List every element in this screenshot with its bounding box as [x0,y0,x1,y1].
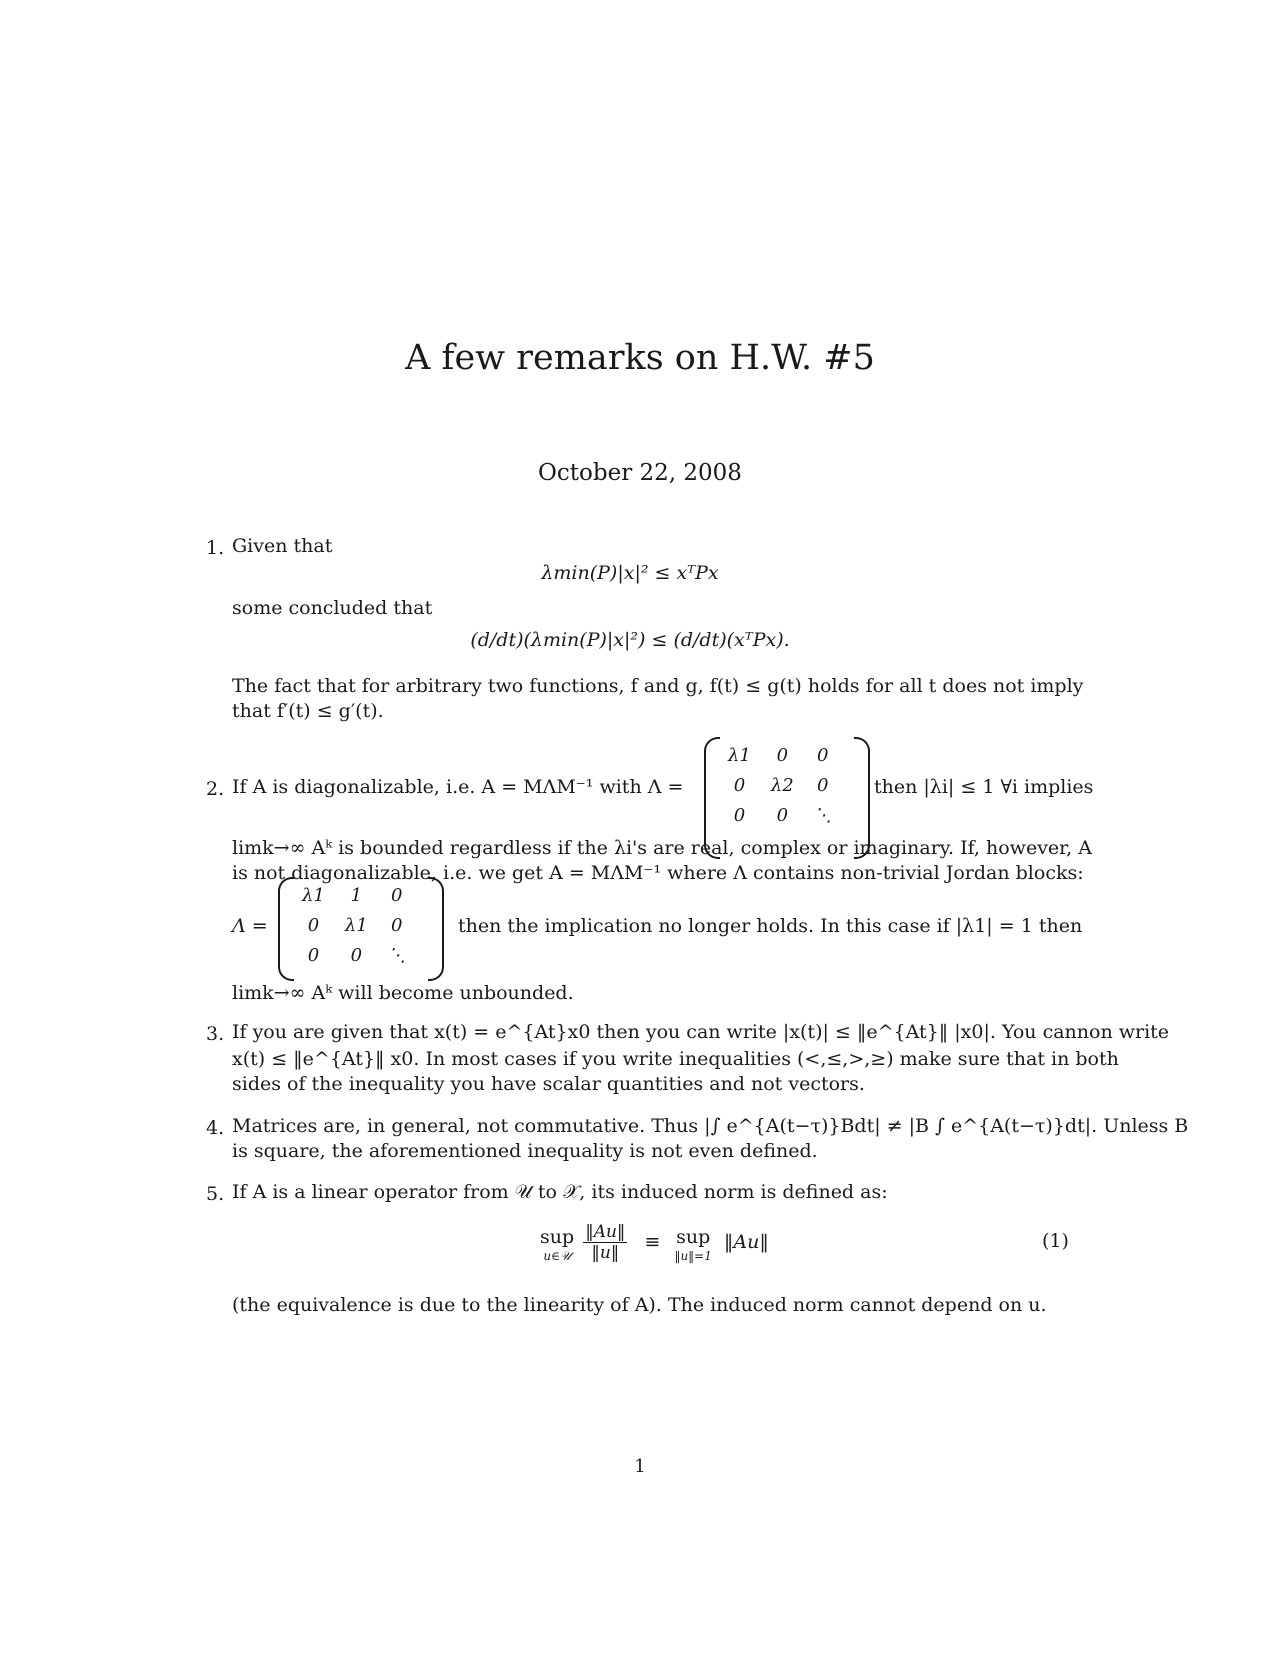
matrix-1 [718,740,842,830]
item-3-line-1: If you are given that x(t) = e^{At}x0 then you can write |x(t)| ≤ ‖e^{At}‖ |x0|. You cannon write [232,1021,1170,1043]
matrix-cell: 0 [817,744,829,766]
item-2-line-2: limk→∞ Aᵏ is bounded regardless if the λi's are real, complex or imaginary. If, however, A [232,837,1092,859]
matrix-cell: 0 [733,774,746,796]
matrix-cell: 0 [391,884,403,906]
equiv-symbol: ≡ [644,1230,661,1253]
matrix-cell: λ1 [728,744,751,766]
item-3-line-3: sides of the inequality you have scalar quantities and not vectors. [232,1073,865,1095]
norm-fraction [583,1222,627,1263]
item-4-line-2: is square, the aforementioned inequality is not even defined. [232,1140,818,1162]
matrix-cell: 0 [307,944,320,966]
matrix-2-right-paren [428,877,444,981]
item-number: 2. [206,778,225,800]
induced-norm-equation [540,1222,769,1282]
item-2-after-matrix-2: then the implication no longer holds. In this case if |λ1| = 1 then [458,915,1083,937]
matrix-cell: 0 [817,774,829,796]
sup-left: sup [540,1225,575,1248]
sup-left-sub: u∈𝒰 [543,1248,571,1263]
item-3-line-2: x(t) ≤ ‖e^{At}‖ x0. In most cases if you write inequalities (<,≤,>,≥) make sure that in both [232,1048,1119,1070]
item-number: 5. [206,1183,225,1205]
item-1-equation-2: (d/dt)(λmin(P)|x|²) ≤ (d/dt)(xᵀPx). [470,629,790,651]
item-2-after-matrix: then |λi| ≤ 1 ∀i implies [874,776,1094,798]
page-number: 1 [634,1456,646,1477]
fraction-denominator: ‖u‖ [591,1243,620,1263]
item-1-equation-1: λmin(P)|x|² ≤ xᵀPx [541,562,719,584]
matrix-cell: λ2 [770,774,794,796]
sup-right: sup [676,1225,711,1248]
item-5-line-2: (the equivalence is due to the linearity of A). The induced norm cannot depend on u. [232,1294,1047,1316]
item-2-last: limk→∞ Aᵏ will become unbounded. [232,982,574,1004]
item-2-lead: If A is diagonalizable, i.e. A = MΛM⁻¹ with Λ = [232,776,684,798]
matrix-cell: λ1 [344,914,368,936]
matrix-2 [292,880,416,970]
item-number: 1. [206,537,225,559]
item-4-line-1: Matrices are, in general, not commutative. Thus |∫ e^{A(t−τ)}Bdt| ≠ |B ∫ e^{A(t−τ)}dt|. Unless B [232,1115,1189,1137]
matrix-cell: ⋱ [813,804,832,826]
equation-number: (1) [1042,1230,1069,1252]
matrix-cell: 0 [391,914,403,936]
item-number: 3. [206,1023,225,1045]
lambda-equals: Λ = [232,915,268,937]
item-5-line-1: If A is a linear operator from 𝒰 to 𝒳, its induced norm is defined as: [232,1181,888,1203]
page-title: A few remarks on H.W. #5 [405,338,875,378]
item-number: 4. [206,1117,225,1139]
matrix-cell: 0 [776,804,789,826]
matrix-cell: 0 [776,744,789,766]
matrix-cell: 1 [350,884,363,906]
item-1-middle: some concluded that [232,597,433,619]
matrix-cell: 0 [350,944,363,966]
matrix-cell: λ1 [302,884,325,906]
matrix-cell: 0 [307,914,320,936]
matrix-cell: ⋱ [387,944,406,966]
document-date: October 22, 2008 [538,460,742,486]
item-2-line-3: is not diagonalizable, i.e. we get A = MΛM⁻¹ where Λ contains non-trivial Jordan blocks: [232,862,1084,884]
sup-right-sub: ‖u‖=1 [674,1248,712,1263]
item-1-intro: Given that [232,535,333,557]
item-1-body-line-1: The fact that for arbitrary two functions, f and g, f(t) ≤ g(t) holds for all t does not imply [232,675,1084,697]
item-1-body-line-2: that f′(t) ≤ g′(t). [232,700,384,722]
fraction-numerator: ‖Au‖ [585,1222,626,1242]
norm-right: ‖Au‖ [723,1230,769,1253]
matrix-cell: 0 [733,804,746,826]
